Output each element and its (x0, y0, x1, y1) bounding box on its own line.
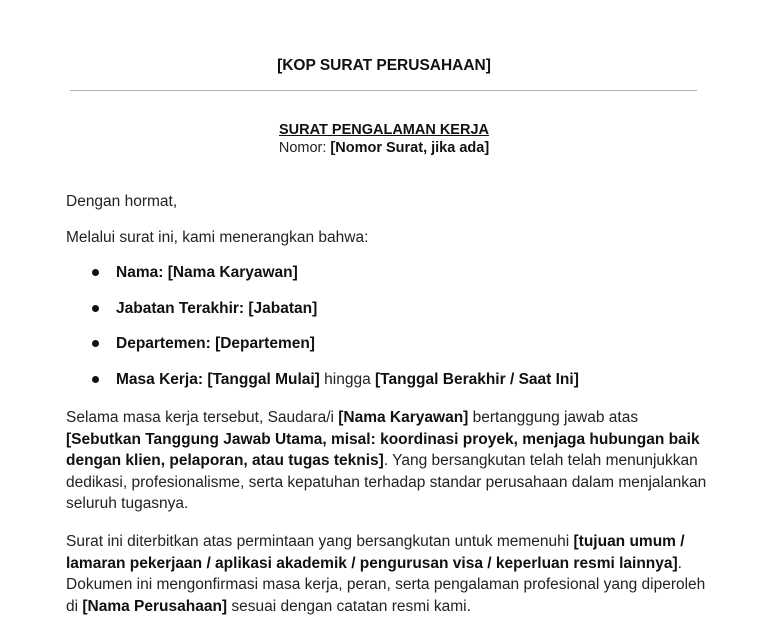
text-run: . Dokumen ini mengonfirmasi masa kerja, peran, serta pengalaman profesional yang diperoleh di (66, 554, 706, 615)
text-run: . Yang bersangkutan telah telah menunjukkan dedikasi, profesionalisme, serta kepatuhan terhadap standar perusahaan dalam menjalankan seluruh tugasnya. (66, 452, 707, 512)
text-run: Surat ini diterbitkan atas permintaan yang bersangkutan untuk memenuhi (66, 533, 574, 550)
bullet-icon (92, 305, 99, 312)
bullet-icon (92, 340, 99, 347)
responsibilities-placeholder: [Sebutkan Tanggung Jawab Utama, misal: koordinasi proyek, menjaga hubungan baik dengan klien, pelaporan, atau tugas teknis] (66, 430, 700, 469)
letterhead-divider (70, 90, 697, 91)
item-label: Departemen: (116, 335, 211, 352)
text-run: bertanggung jawab atas (468, 409, 639, 426)
item-value-end: [Tanggal Berakhir / Saat Ini] (375, 370, 579, 388)
company-name-placeholder: [Nama Perusahaan] (82, 597, 228, 615)
list-item-tenure (66, 369, 716, 390)
employee-name-placeholder: [Nama Karyawan] (338, 409, 469, 426)
bullet-icon (92, 376, 99, 383)
bullet-icon (92, 269, 99, 276)
list-item-department (66, 333, 716, 354)
responsibilities-paragraph (66, 407, 716, 515)
intro-text: Melalui surat ini, kami menerangkan bahwa: (66, 229, 369, 246)
letter-number-label: Nomor: (278, 140, 327, 156)
purpose-paragraph (66, 531, 716, 617)
list-item-name (66, 262, 716, 283)
text-run: sesuai dengan catatan resmi kami. (227, 597, 471, 615)
item-value: [Departemen] (215, 335, 315, 352)
employee-details-list (66, 262, 716, 404)
item-connector: hingga (324, 370, 371, 388)
item-label: Jabatan Terakhir: (116, 299, 245, 317)
text-run: Selama masa kerja tersebut, Saudara/i (66, 409, 339, 426)
letterhead-placeholder: [KOP SURAT PERUSAHAAN] (277, 57, 491, 74)
list-item-position (66, 298, 716, 319)
letter-number-value: [Nomor Surat, jika ada] (330, 140, 490, 156)
item-value: [Jabatan] (248, 299, 318, 317)
item-label: Nama: (116, 264, 164, 281)
item-value: [Nama Karyawan] (167, 264, 298, 281)
greeting: Dengan hormat, (66, 193, 178, 210)
item-value: [Tanggal Mulai] (207, 370, 320, 388)
letter-title: SURAT PENGALAMAN KERJA (279, 122, 489, 138)
letter-number (0, 140, 768, 156)
purpose-placeholder: [tujuan umum / lamaran pekerjaan / aplikasi akademik / pengurusan visa / keperluan resmi lainnya] (66, 533, 685, 572)
item-label: Masa Kerja: (116, 370, 204, 388)
